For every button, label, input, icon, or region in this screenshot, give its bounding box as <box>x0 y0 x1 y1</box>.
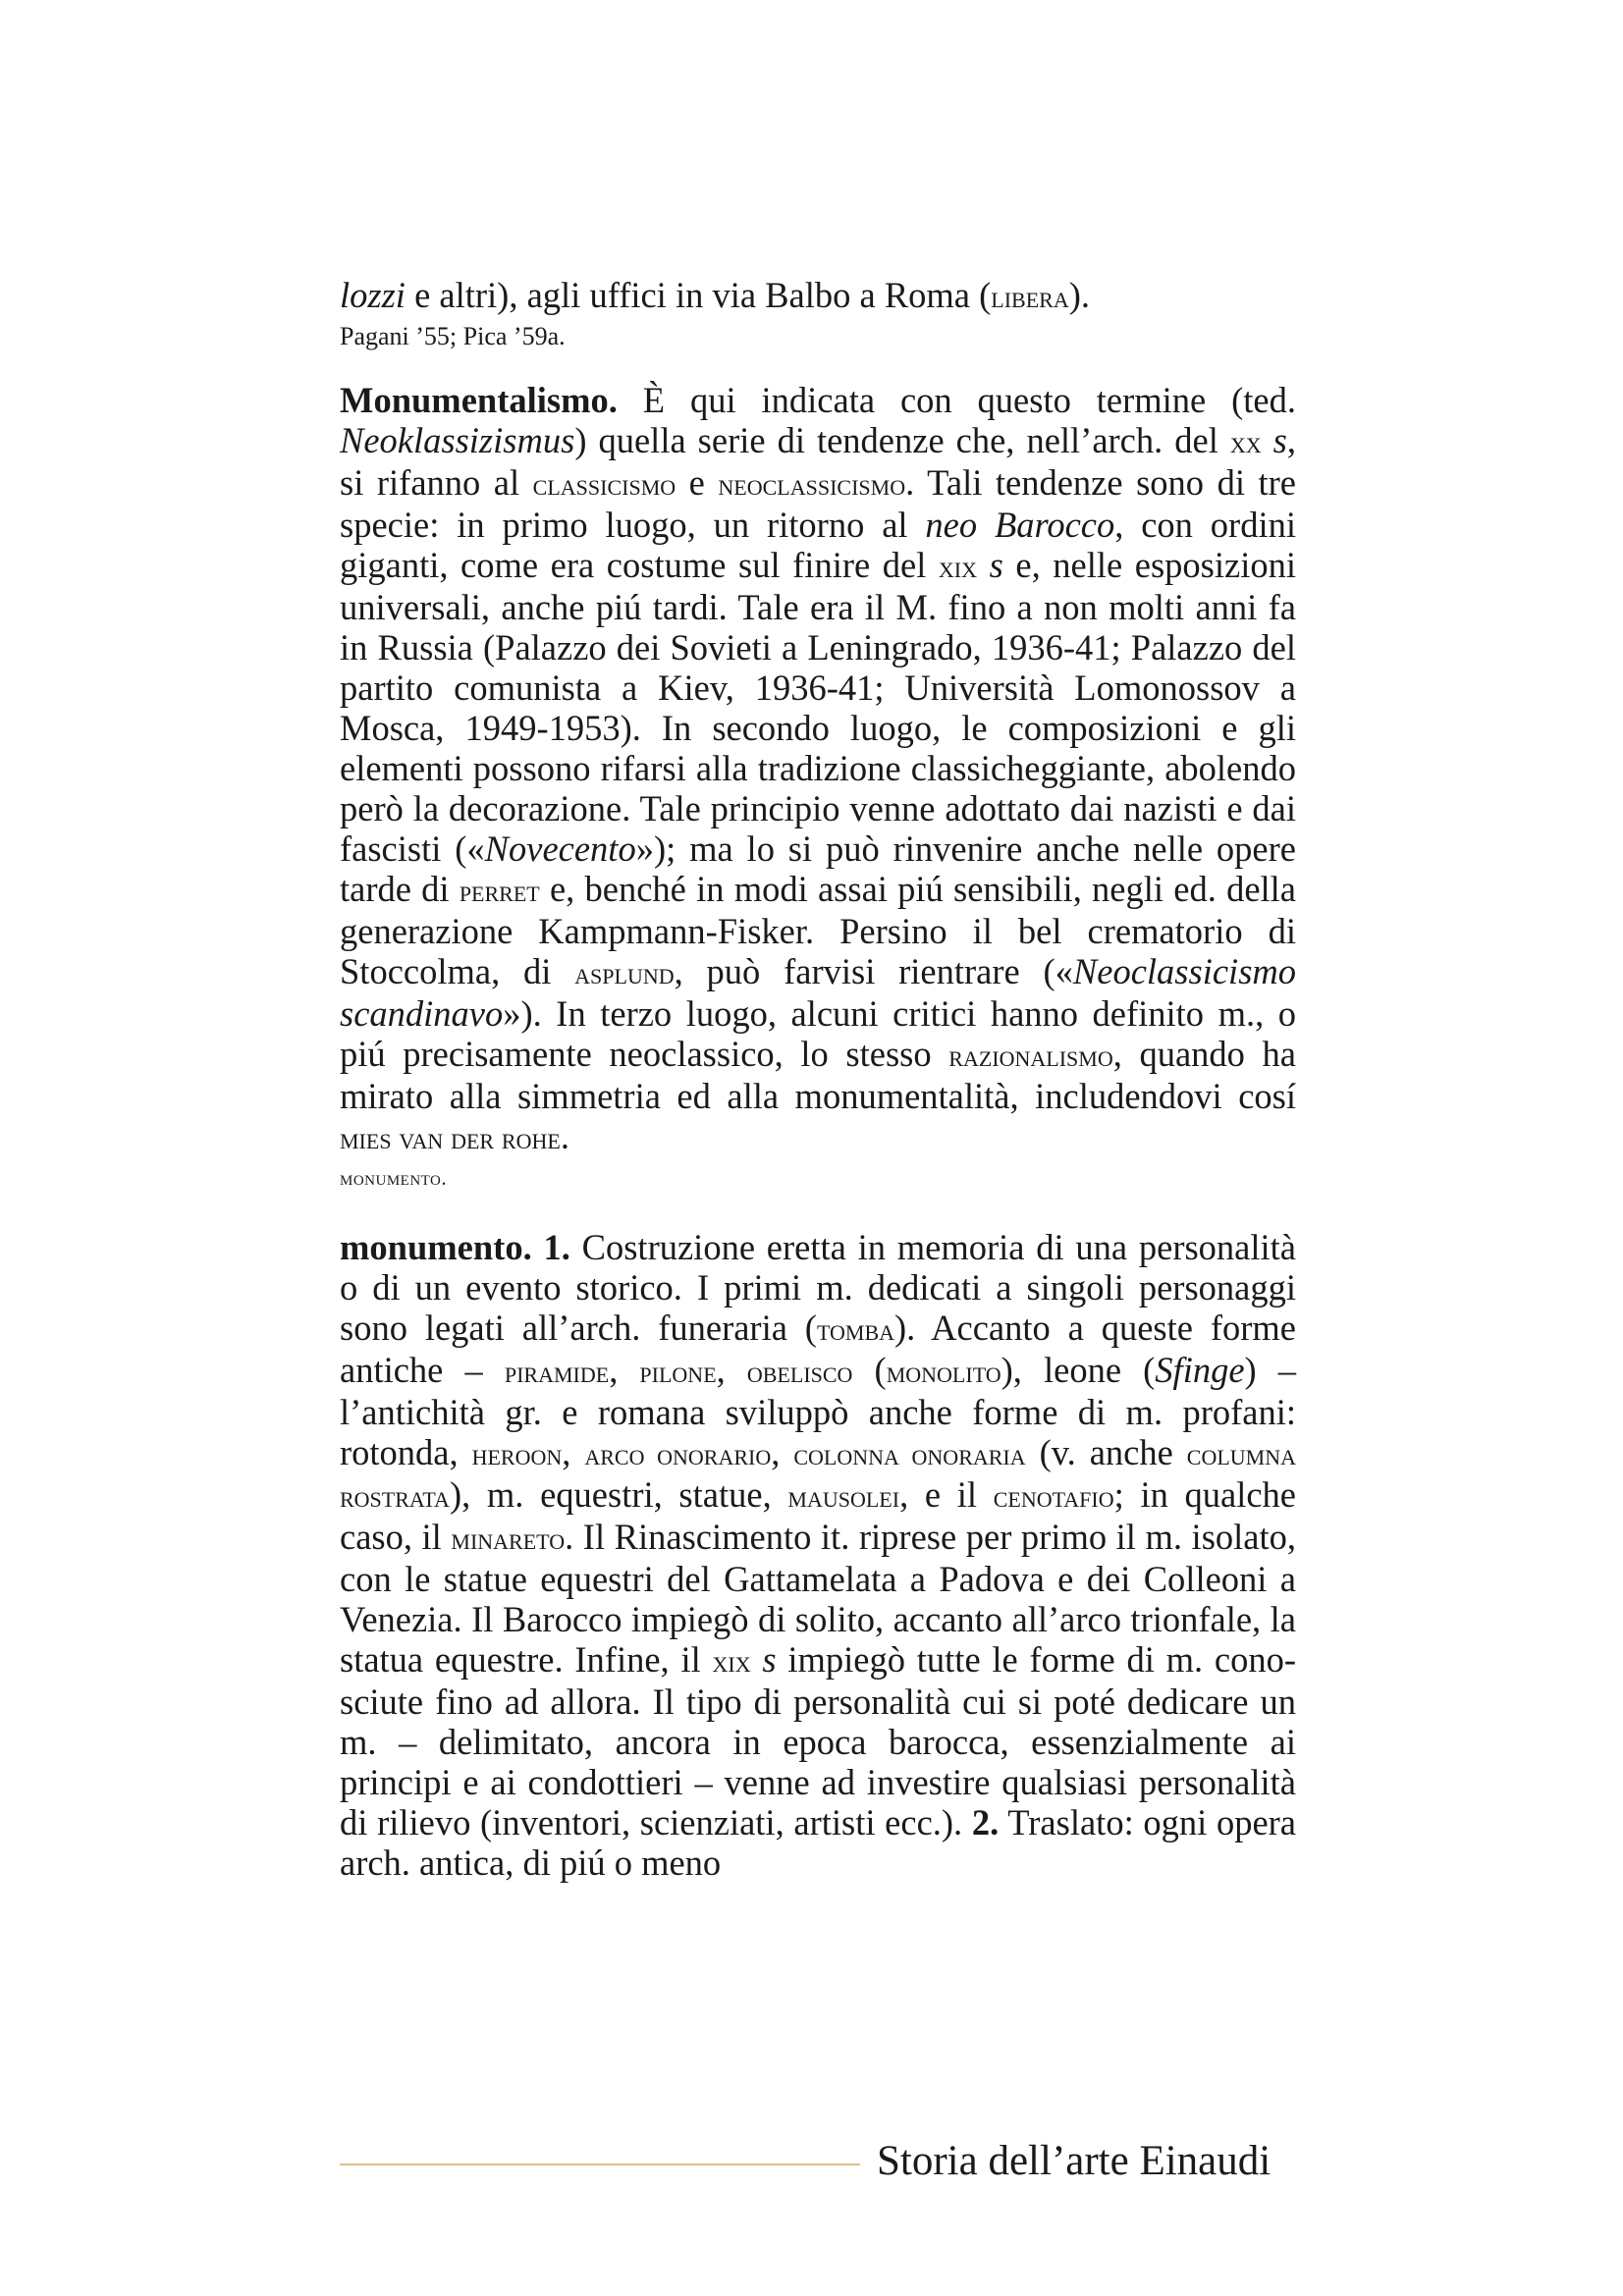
text: , <box>771 1432 794 1472</box>
footer-rule <box>340 2163 860 2165</box>
italic-text: lozzi <box>340 275 406 315</box>
text: (v. anche <box>1025 1432 1187 1472</box>
text: e, nelle esposizioni universali, anche piú tardi. Tale era il M. fino a non molti anni fa in Russia (Palazzo dei Sovieti a Leningrado, 1936-41; Palazzo del partito comunista a Kiev, 1936-41; Università Lomonossov a Mosca, 1949-1953). In secondo luogo, le composizioni e gli elementi possono rifarsi alla tradizione classicheggiante, abolendo però la decorazione. Tale principio venne adottato dai nazisti e dai fascisti (« <box>340 545 1297 869</box>
text: , può farvisi rientrare (« <box>674 951 1073 991</box>
entry-monumento <box>340 1227 1296 1883</box>
cross-reference: mausolei <box>787 1479 900 1514</box>
text: Costruzione eretta in memoria di una personalità o di un evento storico. I primi m. dedicati a singoli personaggi sono legati all’arch. funeraria ( <box>340 1227 1297 1348</box>
entry-monumentalismo <box>340 380 1296 1158</box>
cross-reference: tomba <box>816 1312 895 1347</box>
cross-reference: mies van der rohe <box>340 1121 561 1155</box>
cross-reference: cenotafio <box>993 1479 1114 1514</box>
cross-reference: colonna onoraria <box>793 1437 1026 1471</box>
cross-reference: heroon <box>471 1437 563 1471</box>
text: , si rifanno al <box>340 420 1297 503</box>
text: e, benché in modi assai piú sensibili, negli ed. della generazione Kampmann-Fisker. Persino il bel crematorio di Stoccolma, di <box>340 869 1297 991</box>
italic-text: Sfinge <box>1155 1350 1245 1390</box>
italic-text: s <box>762 1639 777 1680</box>
text: impiegò tutte le forme di m. conosciute fino ad allora. Il tipo di personalità cui si poté dedicare un m. – delimitato, ancora in epoca barocca, essenzialmente ai principi e ai condottieri – venne ad investire qualsiasi personalità di rilievo (inventori, scienziati, artisti ecc.). <box>340 1639 1296 1842</box>
text <box>977 545 990 585</box>
century-numeral: xix <box>938 550 978 584</box>
text: , <box>562 1432 585 1472</box>
cross-reference: columna rostrata <box>340 1437 1296 1514</box>
text: ( <box>852 1350 887 1390</box>
cross-reference: arco onorario <box>584 1437 772 1471</box>
text: ). <box>1068 275 1091 315</box>
italic-text: Neoclassicismo scandinavo <box>340 951 1297 1034</box>
italic-text: Neoklassizismus <box>340 420 575 460</box>
text: »); ma lo si può rinvenire anche nelle opere tarde di <box>340 828 1296 909</box>
text: ). Accanto a queste forme antiche – <box>340 1308 1296 1390</box>
cross-reference: razionalismo <box>948 1039 1113 1073</box>
text: , e il <box>899 1474 994 1515</box>
text: , con ordini giganti, come era costume sul finire del <box>340 505 1296 585</box>
text: È qui indicata con questo termine (ted. <box>617 380 1296 420</box>
cross-reference: obelisco <box>746 1355 853 1389</box>
headword: Monumentalismo. <box>340 380 618 420</box>
italic-text: s <box>989 545 1003 585</box>
cross-reference: piramide <box>504 1355 610 1389</box>
text: . Il Rinascimento it. riprese per primo il m. isolato, con le statue equestri del Gattamelata a Padova e dei Colleoni a Venezia. Il Barocco impiegò di solito, accanto all’arco trionfale, la statua equestre. Infine, il <box>340 1517 1297 1680</box>
entry-continuation <box>340 275 1296 317</box>
sense-number: 1. <box>531 1227 570 1267</box>
text: »). In terzo luogo, alcuni critici hanno definito m., o piú precisamente neoclassico, lo stesso <box>340 993 1296 1074</box>
text: ), m. equestri, statue, <box>449 1474 788 1515</box>
text: e <box>676 462 719 503</box>
cross-reference: monolito <box>886 1355 1001 1389</box>
italic-text: Novecento <box>484 828 636 869</box>
text <box>751 1639 763 1680</box>
cross-reference: classicismo <box>532 467 676 502</box>
italic-text: s <box>1272 420 1287 460</box>
cross-reference: neoclassicismo <box>718 467 906 502</box>
text: ; in qualche caso, il <box>340 1474 1297 1557</box>
cross-reference: perret <box>459 874 540 908</box>
text: ) quella serie di tendenze che, nell’arch. del <box>574 420 1230 460</box>
century-numeral: xix <box>712 1644 751 1679</box>
text: ) – l’antichità gr. e romana sviluppò anche forme di m. profani: rotonda, <box>340 1350 1297 1472</box>
publisher-footer: Storia dell’arte Einaudi <box>877 2138 1271 2184</box>
bibliography: Pagani ’55; Pica ’59a. <box>340 322 566 350</box>
cross-reference: asplund <box>574 956 675 990</box>
text <box>1262 420 1273 460</box>
text: , <box>609 1350 640 1390</box>
text: . Tali tendenze sono di tre specie: in primo luogo, un ritorno al <box>340 462 1296 545</box>
text: , quando ha mirato alla simmetria ed alla monumentalità, includendovi cosí <box>340 1034 1296 1116</box>
cross-reference: pilone <box>639 1355 717 1389</box>
text: , <box>716 1350 747 1390</box>
text: ), leone ( <box>1001 1350 1156 1390</box>
see-also-reference: monumento. <box>340 1166 448 1190</box>
page-body <box>340 275 1296 1883</box>
century-numeral: xx <box>1229 425 1262 459</box>
italic-text: neo Barocco <box>925 505 1115 545</box>
headword: monumento. <box>340 1227 532 1267</box>
cross-reference: minareto <box>451 1522 566 1556</box>
text: e altri), agli uffici in via Balbo a Roma ( <box>405 275 992 315</box>
cross-reference: libera <box>991 280 1069 314</box>
text: . <box>560 1116 569 1156</box>
sense-number: 2. <box>962 1802 1000 1842</box>
text: Traslato: ogni opera arch. antica, di piú o meno <box>340 1802 1297 1883</box>
